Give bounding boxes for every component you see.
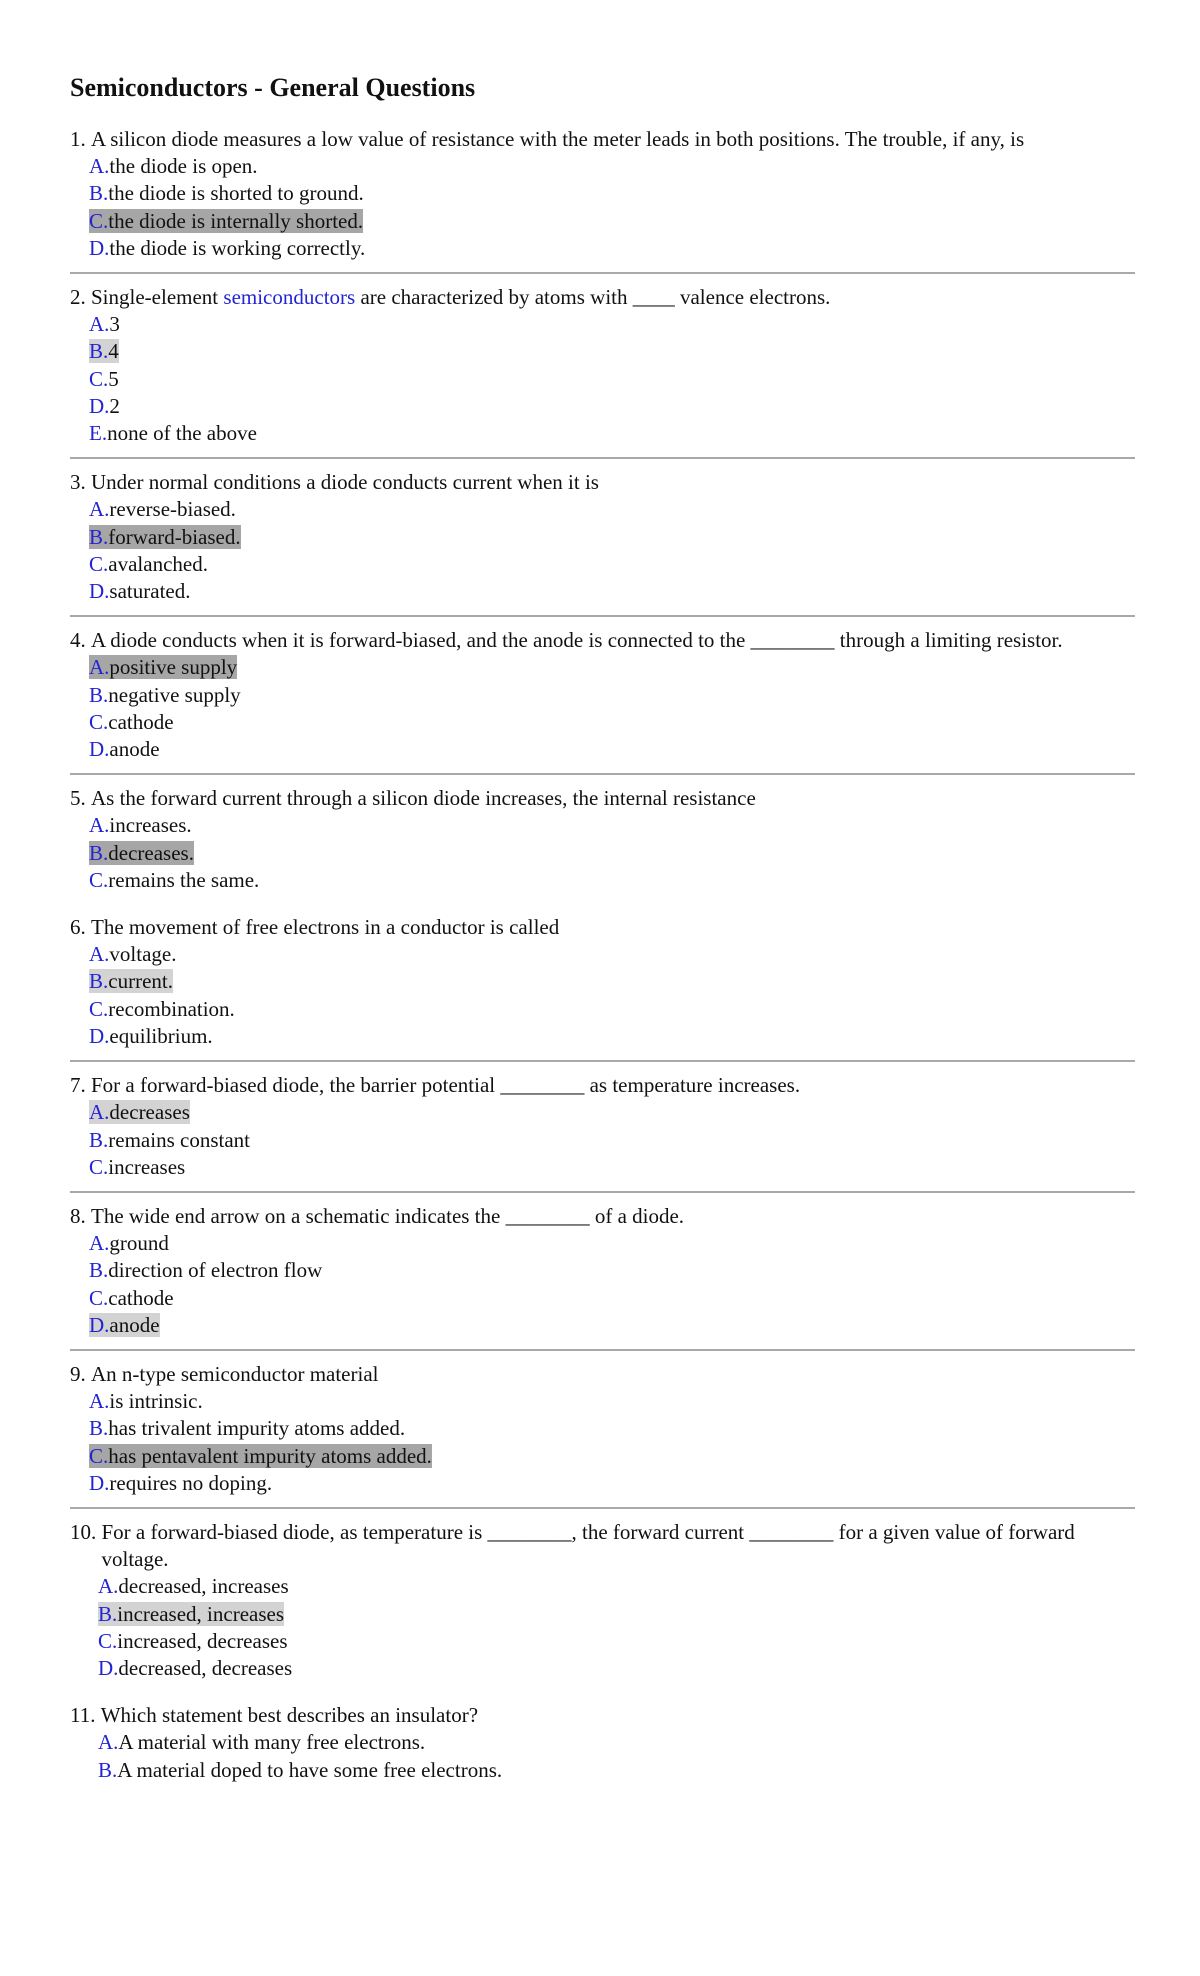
option-b[interactable]	[89, 1415, 1135, 1442]
question-text	[70, 627, 1135, 654]
option-content	[89, 367, 119, 391]
question-text	[70, 1361, 1135, 1388]
option-letter[interactable]: D.	[89, 1023, 110, 1048]
option-d[interactable]	[89, 1470, 1135, 1497]
option-letter[interactable]: B.	[89, 969, 109, 994]
option-letter[interactable]: A.	[89, 497, 110, 522]
option-b[interactable]	[89, 180, 1135, 207]
option-content	[89, 1286, 174, 1310]
option-letter[interactable]: D.	[98, 1655, 119, 1680]
answer-highlight	[89, 525, 241, 549]
option-text: remains the same.	[108, 867, 260, 892]
option-text: increases	[108, 1154, 186, 1179]
option-list	[70, 1388, 1135, 1497]
option-text: cathode	[108, 1285, 174, 1310]
question-number: 3.	[70, 470, 91, 495]
question-body: An n-type semiconductor material	[91, 1361, 379, 1386]
option-letter[interactable]: C.	[89, 996, 109, 1021]
question-11	[70, 1702, 1135, 1794]
question-number: 10.	[70, 1519, 102, 1544]
option-content	[98, 1574, 289, 1598]
question-text	[70, 1203, 1135, 1230]
option-b[interactable]	[98, 1601, 1135, 1628]
question-number: 7.	[70, 1073, 91, 1098]
option-c[interactable]	[89, 709, 1135, 736]
option-text: positive supply	[109, 655, 238, 680]
option-d[interactable]	[89, 235, 1135, 262]
option-letter[interactable]: D.	[89, 393, 110, 418]
answer-highlight	[98, 1602, 284, 1626]
option-b[interactable]	[89, 1127, 1135, 1154]
option-a[interactable]	[98, 1729, 1135, 1756]
option-text: has pentavalent impurity atoms added.	[108, 1443, 432, 1468]
option-content	[89, 236, 365, 260]
option-text: anode	[109, 737, 160, 762]
option-letter[interactable]: B.	[89, 524, 109, 549]
question-1	[70, 126, 1135, 274]
question-body: For a forward-biased diode, as temperature is ________, the forward current ________ for a given value of forward voltage.	[101, 1519, 1075, 1572]
question-body: Which statement best describes an insulator?	[100, 1703, 479, 1728]
option-text: the diode is working correctly.	[109, 235, 366, 260]
question-number: 6.	[70, 915, 91, 940]
option-content	[89, 1128, 250, 1152]
question-8	[70, 1203, 1135, 1351]
option-content	[98, 1730, 425, 1754]
option-letter[interactable]: D.	[89, 579, 110, 604]
answer-highlight	[89, 1100, 190, 1124]
answer-highlight	[89, 1444, 432, 1468]
option-text: anode	[109, 1312, 160, 1337]
option-letter[interactable]: C.	[98, 1628, 118, 1653]
option-letter[interactable]: B.	[89, 1416, 109, 1441]
option-text: 3	[109, 312, 120, 337]
option-list	[70, 941, 1135, 1050]
question-2	[70, 284, 1135, 459]
option-a[interactable]	[89, 941, 1135, 968]
option-text: 4	[108, 339, 119, 364]
option-letter[interactable]: B.	[89, 181, 109, 206]
option-text: A material doped to have some free electrons.	[117, 1757, 503, 1782]
option-c[interactable]	[89, 366, 1135, 393]
question-number: 5.	[70, 786, 91, 811]
option-letter[interactable]: D.	[89, 235, 110, 260]
question-link[interactable]: semiconductors	[223, 285, 356, 310]
option-content	[89, 154, 258, 178]
option-d[interactable]	[89, 578, 1135, 605]
option-letter[interactable]: A.	[89, 312, 110, 337]
option-letter[interactable]: A.	[89, 655, 110, 680]
option-letter[interactable]: A.	[89, 1100, 110, 1125]
option-text: equilibrium.	[109, 1023, 213, 1048]
option-a[interactable]	[89, 496, 1135, 523]
option-letter[interactable]: A.	[89, 154, 110, 179]
option-c[interactable]	[89, 867, 1135, 894]
option-content	[89, 813, 192, 837]
option-letter[interactable]: B.	[89, 1127, 109, 1152]
option-d[interactable]	[89, 1312, 1135, 1339]
option-a[interactable]	[89, 1099, 1135, 1126]
option-letter[interactable]: C.	[89, 709, 109, 734]
option-letter[interactable]: A.	[89, 813, 110, 838]
option-a[interactable]	[89, 153, 1135, 180]
option-text: voltage.	[109, 942, 177, 967]
option-content	[98, 1629, 288, 1653]
option-d[interactable]	[89, 1023, 1135, 1050]
option-list	[70, 654, 1135, 763]
option-text: increased, decreases	[117, 1628, 288, 1653]
option-letter[interactable]: E.	[89, 421, 108, 446]
option-content	[98, 1656, 292, 1680]
option-text: cathode	[108, 709, 174, 734]
option-letter[interactable]: C.	[89, 1154, 109, 1179]
question-body: The wide end arrow on a schematic indicates the ________ of a diode.	[91, 1203, 685, 1228]
question-body: A silicon diode measures a low value of resistance with the meter leads in both positions. The trouble, if any, is	[91, 127, 1025, 151]
option-d[interactable]	[98, 1655, 1135, 1682]
option-list	[70, 1099, 1135, 1181]
option-text: reverse-biased.	[109, 497, 236, 522]
question-body	[91, 284, 1135, 311]
option-content	[89, 421, 257, 445]
question-text	[70, 1072, 1135, 1099]
option-letter[interactable]: B.	[98, 1601, 118, 1626]
question-6	[70, 914, 1135, 1062]
option-text: negative supply	[108, 682, 241, 707]
option-content	[89, 394, 120, 418]
option-list	[70, 1230, 1135, 1339]
question-text-before: Single-element	[91, 285, 224, 310]
option-content	[89, 1024, 213, 1048]
option-content	[89, 737, 160, 761]
option-letter[interactable]: D.	[89, 737, 110, 762]
question-3	[70, 469, 1135, 617]
question-body: Under normal conditions a diode conducts current when it is	[91, 470, 599, 495]
option-text: requires no doping.	[109, 1470, 273, 1495]
option-content	[89, 1155, 185, 1179]
question-body: The movement of free electrons in a conductor is called	[91, 915, 560, 940]
option-letter[interactable]: C.	[89, 867, 109, 892]
option-b[interactable]	[89, 840, 1135, 867]
option-c[interactable]	[89, 996, 1135, 1023]
question-9	[70, 1361, 1135, 1509]
option-b[interactable]	[89, 1257, 1135, 1284]
option-text: recombination.	[108, 996, 235, 1021]
question-number: 8.	[70, 1203, 91, 1228]
option-c[interactable]	[98, 1628, 1135, 1655]
question-7	[70, 1072, 1135, 1193]
option-text: the diode is open.	[109, 154, 258, 179]
option-c[interactable]	[89, 208, 1135, 235]
option-letter[interactable]: D.	[89, 1312, 110, 1337]
option-text: direction of electron flow	[108, 1258, 323, 1283]
option-letter[interactable]: C.	[89, 1443, 109, 1468]
question-text	[70, 469, 1135, 496]
option-letter[interactable]: B.	[89, 339, 109, 364]
option-a[interactable]	[98, 1573, 1135, 1600]
question-number: 1.	[70, 127, 91, 151]
option-content	[89, 683, 241, 707]
question-text	[70, 284, 1135, 311]
option-content	[89, 1231, 169, 1255]
option-a[interactable]	[89, 311, 1135, 338]
option-content	[98, 1758, 502, 1782]
question-body: For a forward-biased diode, the barrier potential ________ as temperature increases.	[91, 1073, 801, 1098]
option-text: remains constant	[108, 1127, 250, 1152]
question-text	[70, 785, 1135, 812]
option-letter[interactable]: C.	[89, 551, 109, 576]
option-content	[89, 868, 259, 892]
option-text: saturated.	[109, 579, 191, 604]
option-c[interactable]	[89, 1154, 1135, 1181]
question-text	[70, 126, 1135, 153]
option-text: avalanched.	[108, 551, 208, 576]
option-list	[70, 1729, 1135, 1783]
option-content	[89, 1258, 322, 1282]
question-number: 11.	[70, 1703, 101, 1728]
option-d[interactable]	[89, 736, 1135, 763]
option-letter[interactable]: A.	[89, 1231, 110, 1256]
question-number: 2.	[70, 285, 91, 310]
option-text: decreased, increases	[118, 1574, 289, 1599]
option-list	[70, 812, 1135, 894]
option-b[interactable]	[89, 524, 1135, 551]
option-letter[interactable]: B.	[89, 1258, 109, 1283]
option-c[interactable]	[89, 1285, 1135, 1312]
option-letter[interactable]: C.	[89, 208, 109, 233]
question-body: As the forward current through a silicon diode increases, the internal resistance	[91, 786, 756, 811]
option-b[interactable]	[89, 682, 1135, 709]
option-content	[89, 497, 236, 521]
option-a[interactable]	[89, 1388, 1135, 1415]
option-letter[interactable]: A.	[98, 1730, 119, 1755]
answer-highlight	[89, 209, 363, 233]
option-letter[interactable]: A.	[89, 1389, 110, 1414]
option-list	[70, 153, 1135, 262]
option-text: 5	[108, 366, 119, 391]
question-10	[70, 1519, 1135, 1692]
option-b[interactable]	[89, 338, 1135, 365]
option-d[interactable]	[89, 393, 1135, 420]
option-letter[interactable]: C.	[89, 1285, 109, 1310]
answer-highlight	[89, 841, 194, 865]
question-text	[70, 1702, 1135, 1729]
question-number: 4.	[70, 628, 91, 653]
option-a[interactable]	[89, 1230, 1135, 1257]
answer-highlight	[89, 339, 119, 363]
answer-highlight	[89, 655, 237, 679]
option-text: the diode is shorted to ground.	[108, 181, 364, 206]
option-letter[interactable]: A.	[98, 1574, 119, 1599]
option-text: forward-biased.	[108, 524, 241, 549]
option-a[interactable]	[89, 812, 1135, 839]
option-list	[70, 1573, 1135, 1682]
question-5	[70, 785, 1135, 904]
option-text: decreases	[109, 1100, 190, 1125]
option-text: increases.	[109, 813, 192, 838]
option-letter[interactable]: B.	[98, 1757, 118, 1782]
question-body: A diode conducts when it is forward-biased, and the anode is connected to the ________ through a limiting resistor.	[91, 628, 1063, 653]
question-number: 9.	[70, 1361, 91, 1386]
option-text: A material with many free electrons.	[118, 1730, 426, 1755]
option-text: current.	[108, 969, 173, 994]
option-text: increased, increases	[117, 1601, 285, 1626]
option-letter[interactable]: D.	[89, 1470, 110, 1495]
question-list	[70, 126, 1135, 1794]
option-content	[89, 997, 235, 1021]
option-text: has trivalent impurity atoms added.	[108, 1416, 406, 1441]
answer-highlight	[89, 1313, 160, 1337]
option-e[interactable]	[89, 420, 1135, 447]
option-text: 2	[109, 393, 120, 418]
option-a[interactable]	[89, 654, 1135, 681]
option-text: decreased, decreases	[118, 1655, 293, 1680]
option-content	[89, 710, 174, 734]
option-content	[89, 552, 208, 576]
question-text	[70, 914, 1135, 941]
option-text: ground	[109, 1231, 169, 1256]
option-list	[70, 496, 1135, 605]
option-letter[interactable]: B.	[89, 682, 109, 707]
answer-highlight	[89, 969, 173, 993]
option-letter[interactable]: B.	[89, 840, 109, 865]
question-4	[70, 627, 1135, 775]
option-text: the diode is internally shorted.	[108, 208, 364, 233]
option-text: is intrinsic.	[109, 1389, 203, 1414]
option-b[interactable]	[98, 1757, 1135, 1784]
option-content	[89, 579, 190, 603]
question-text	[70, 1519, 1135, 1573]
option-list	[70, 311, 1135, 447]
option-content	[89, 1389, 203, 1413]
option-c[interactable]	[89, 1443, 1135, 1470]
page-title: Semiconductors - General Questions	[70, 73, 476, 102]
question-text-after: are characterized by atoms with ____ valence electrons.	[355, 285, 831, 310]
option-letter[interactable]: C.	[89, 366, 109, 391]
document-page	[70, 72, 1135, 1804]
option-b[interactable]	[89, 968, 1135, 995]
option-content	[89, 1471, 272, 1495]
option-content	[89, 1416, 405, 1440]
option-content	[89, 942, 176, 966]
option-c[interactable]	[89, 551, 1135, 578]
option-text: none of the above	[107, 421, 257, 446]
option-content	[89, 312, 120, 336]
option-text: decreases.	[108, 840, 194, 865]
option-letter[interactable]: A.	[89, 942, 110, 967]
option-content	[89, 181, 364, 205]
